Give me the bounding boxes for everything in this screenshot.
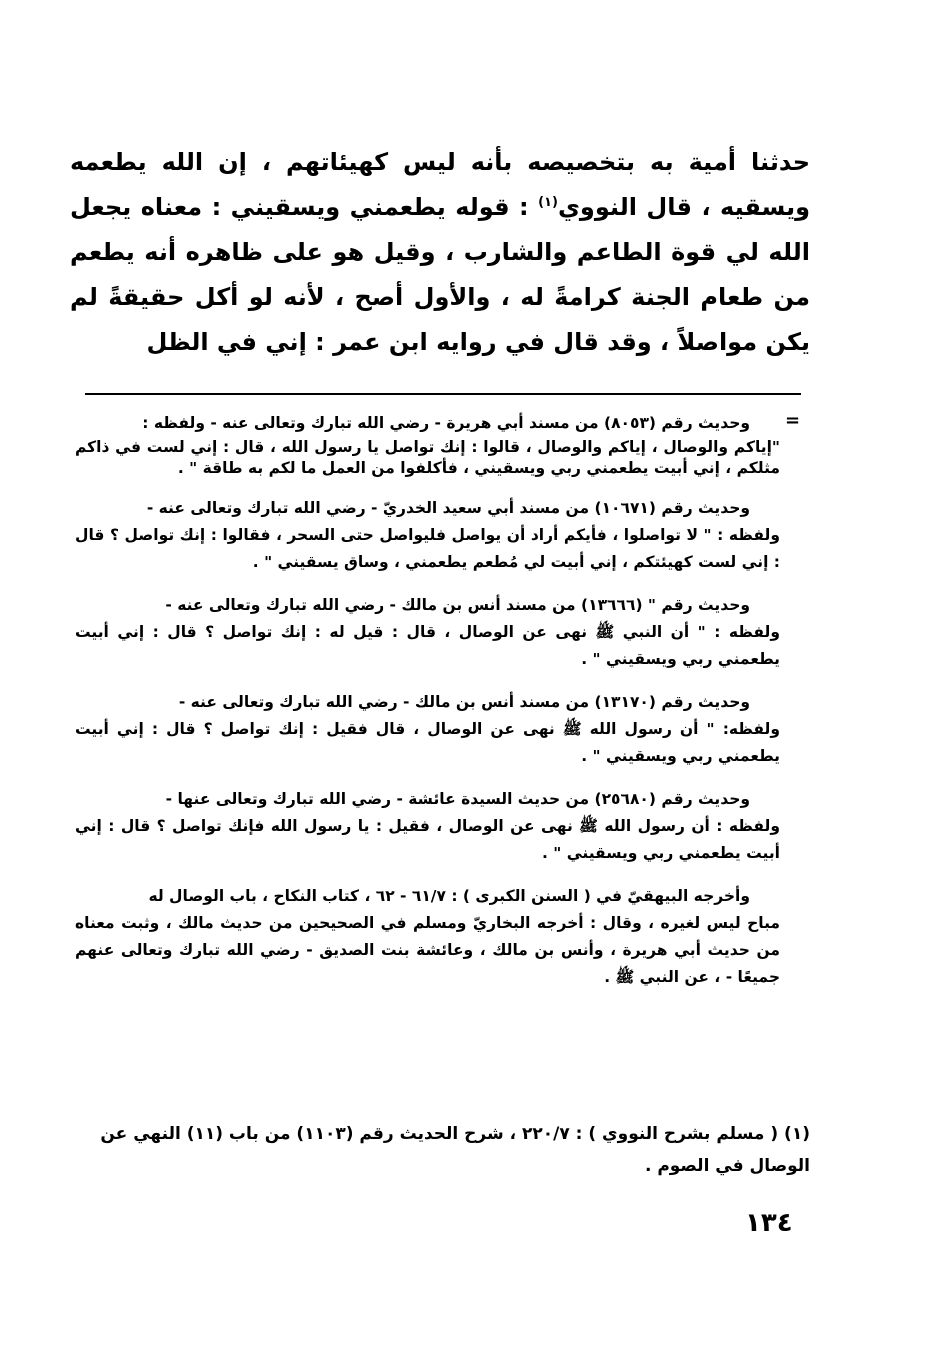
footnote-hadith-13170	[75, 689, 780, 770]
footnote-separator	[85, 393, 801, 395]
footnote-hadith-25680	[75, 786, 780, 867]
footnote-first-line: وحديث رقم (١٠٦٧١) من مسند أبي سعيد الخدريّ - رضي الله تبارك وتعالى عنه -	[146, 499, 750, 517]
main-text	[70, 140, 810, 365]
footnote-hadith-13666	[75, 592, 780, 673]
footnote-text: ولفظه : " لا تواصلوا ، فأيكم أراد أن يواصل فليواصل حتى السحر ، فقالوا : إنك تواصل ؟ قال : إني لست كهيئتكم ، إني أبيت لي مُطعم يطعمني ، وساق يسقيني " .	[75, 526, 780, 571]
footnote-text: مباح ليس لغيره ، وقال : أخرجه البخاريّ ومسلم في الصحيحين من حديث مالك ، وثبت معناه من حديث أبي هريرة ، وأنس بن مالك ، وعائشة بنت الصديق - رضي الله تبارك وتعالى عنهم جميعًا - ، عن النبي ﷺ .	[75, 914, 780, 986]
main-line-2: : قوله يطعمني ويسقيني : معناه يجعل الله لي قوة الطاعم والشارب ،	[70, 193, 810, 266]
main-line-2-start: النووي	[557, 193, 637, 221]
footnote-1-line-1: (١) ( مسلم بشرح النووي ) : ٢٢٠/٧ ، شرح الحديث رقم (١١٠٣) من باب (١١) النهي عن	[100, 1124, 810, 1144]
footnote-ref[interactable]: (١)	[538, 195, 558, 210]
footnote-first-line: وأخرجه البيهقيّ في ( السنن الكبرى ) : ٦١/٧ - ٦٢ ، كتاب النكاح ، باب الوصال له	[148, 887, 750, 905]
footnote-first-line: وحديث رقم (٨٠٥٣) من مسند أبي هريرة - رضي الله تبارك وتعالى عنه - ولفظه :	[142, 414, 750, 432]
footnote-first-line: وحديث رقم (١٣١٧٠) من مسند أنس بن مالك - رضي الله تبارك وتعالى عنه -	[178, 693, 750, 711]
footnote-text: ولفظه: " أن رسول الله ﷺ نهى عن الوصال ، قال فقيل : إنك تواصل ؟ قال : إني أبيت يطعمني ربي ويسقيني " .	[75, 720, 780, 765]
footnote-bayhaqi	[75, 883, 780, 991]
page-number: ١٣٤	[745, 1208, 793, 1238]
footnote-first-line: وحديث رقم " (١٣٦٦٦) من مسند أنس بن مالك - رضي الله تبارك وتعالى عنه -	[165, 596, 750, 614]
main-line-4: لو أكل حقيقةً لم يكن مواصلاً ، وقد قال في روايه ابن عمر : إني في الظل	[70, 283, 810, 356]
footnotes-section	[75, 410, 780, 1007]
footnote-1-line-2: الوصال في الصوم .	[644, 1156, 810, 1176]
footnote-text: "إياكم والوصال ، إياكم والوصال ، قالوا : إنك تواصل يا رسول الله ، قال : إني لست في ذاكم مثلكم ، إني أبيت يطعمني ربي ويسقيني ، فأكلفوا من العمل ما لكم به طاقة " .	[75, 438, 780, 477]
continuation-mark: =	[785, 410, 801, 431]
main-line-1: حدثنا أمية به بتخصيصه بأنه ليس كهيئاتهم ، إن الله يطعمه ويسقيه ، قال	[70, 148, 811, 221]
footnote-text: ولفظه : " أن النبي ﷺ نهى عن الوصال ، قال : قيل له : إنك تواصل ؟ قال : إني أبيت يطعمني ربي ويسقيني " .	[75, 623, 780, 668]
footnote-1	[75, 1118, 810, 1182]
footnote-hadith-8053	[75, 410, 780, 479]
footnote-text: ولفظه : أن رسول الله ﷺ نهى عن الوصال ، فقيل : يا رسول الله فإنك تواصل ؟ قال : إني أبيت يطعمني ربي ويسقيني " .	[75, 817, 780, 862]
main-line-3: وقيل هو على ظاهره أنه يطعم من طعام الجنة كرامةً له ، والأول أصح ، لأنه	[70, 238, 810, 311]
main-paragraph	[70, 140, 810, 365]
footnote-hadith-10671	[75, 495, 780, 576]
footnote-first-line: وحديث رقم (٢٥٦٨٠) من حديث السيدة عائشة - رضي الله تبارك وتعالى عنها -	[165, 790, 750, 808]
